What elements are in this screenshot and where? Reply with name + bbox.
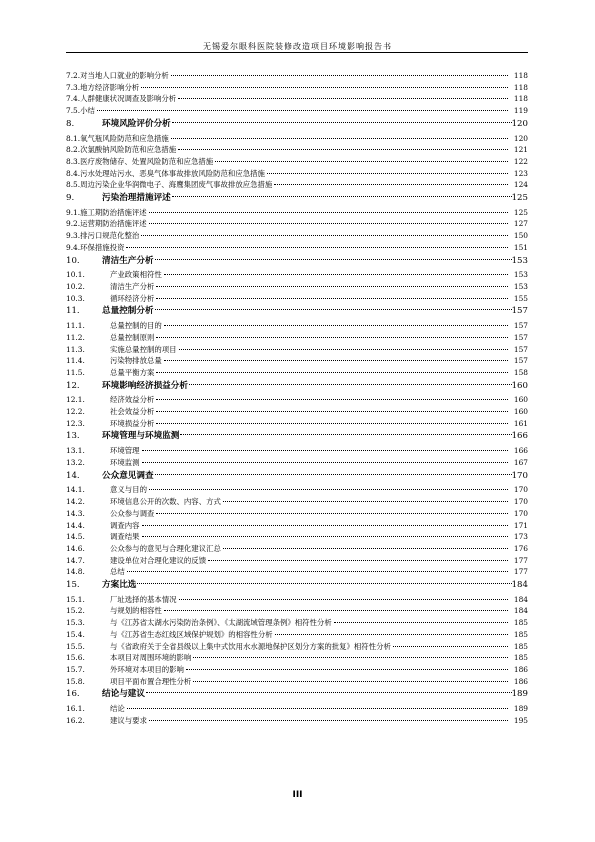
toc-entry-number: 15.5. xyxy=(66,641,85,651)
toc-entry-title: 医疗废物储存、处置风险防范和应急措施 xyxy=(80,156,214,166)
dot-leader xyxy=(155,303,512,310)
toc-chapter-entry[interactable] xyxy=(66,687,528,703)
toc-entry-page: 118 xyxy=(513,71,528,80)
toc-entry-number: 7.2. xyxy=(66,71,81,80)
toc-entry-title: 循环经济分析 xyxy=(110,293,155,303)
toc-entry-title: 结论 xyxy=(110,704,125,714)
toc-entry-page: 157 xyxy=(513,344,528,354)
toc-entry-title: 公众参与的意见与合理化建议汇总 xyxy=(110,543,221,553)
toc-entry-title: 项目平面布置合理性分析 xyxy=(110,676,192,686)
toc-entry-page: 171 xyxy=(513,520,528,530)
dot-leader xyxy=(149,483,508,490)
toc-entry-number: 14.8. xyxy=(66,567,85,577)
toc-entry-title: 环境影响经济损益分析 xyxy=(102,380,188,391)
dot-leader xyxy=(156,507,508,514)
toc-entry-title: 小结 xyxy=(80,106,95,116)
toc-entry-number: 11.4. xyxy=(66,356,85,366)
toc-entry-title: 实施总量控制的项目 xyxy=(110,344,177,354)
toc-entry-page: 184 xyxy=(511,579,528,590)
toc-entry-title: 运营期防治措施评述 xyxy=(80,219,147,229)
toc-entry-number: 7.5. xyxy=(66,106,81,116)
toc-entry-page: 151 xyxy=(513,242,528,252)
toc-entry-number: 14.7. xyxy=(66,555,85,565)
toc-entry-page: 123 xyxy=(513,168,528,178)
toc-entry-number: 15.3. xyxy=(66,618,85,628)
dot-leader xyxy=(171,69,508,76)
dot-leader xyxy=(142,456,508,463)
toc-entry-number: 15.7. xyxy=(66,664,85,674)
toc-chapter-entry[interactable] xyxy=(66,191,528,207)
toc-entry-page: 195 xyxy=(513,715,528,725)
toc-entry-page: 170 xyxy=(511,470,528,481)
toc-entry-number: 8.5. xyxy=(66,180,81,190)
toc-entry-page: 170 xyxy=(513,497,528,507)
toc-entry-number: 16. xyxy=(66,689,80,700)
toc-entry-page: 184 xyxy=(513,606,528,616)
toc-entry-page: 167 xyxy=(513,457,528,467)
dot-leader xyxy=(267,167,508,174)
toc-entry-number: 14.5. xyxy=(66,532,85,542)
dot-leader xyxy=(193,651,508,658)
toc-entry-page: 153 xyxy=(511,255,528,266)
toc-entry-number: 12.3. xyxy=(66,418,85,428)
dot-leader xyxy=(97,104,508,111)
toc-entry-title: 环境监测 xyxy=(110,457,140,467)
toc-entry-page: 120 xyxy=(511,118,528,129)
dot-leader xyxy=(179,593,508,600)
toc-entry-title: 次氯酸钠风险防范和应急措施 xyxy=(80,145,177,155)
toc-entry-number: 10.2. xyxy=(66,282,85,292)
toc-entry-page: 150 xyxy=(513,231,528,241)
dot-leader xyxy=(172,116,512,123)
page-number: III xyxy=(292,790,303,800)
toc-entry-number: 9.3. xyxy=(66,231,81,241)
toc-entry-title: 意义与目的 xyxy=(110,485,147,495)
toc-entry-number: 12. xyxy=(66,380,80,391)
dot-leader xyxy=(275,628,508,635)
toc-entry-title: 厂址选择的基本情况 xyxy=(110,594,177,604)
toc-chapter-entry[interactable] xyxy=(66,254,528,270)
toc-entry-number: 15.4. xyxy=(66,629,85,639)
toc-entry-page: 161 xyxy=(513,418,528,428)
toc-entry-page: 119 xyxy=(513,106,528,116)
dot-leader xyxy=(156,292,508,299)
toc-entry-title: 排污口规范化整治 xyxy=(80,231,140,241)
dot-leader xyxy=(274,178,508,185)
toc-entry-number: 13.1. xyxy=(66,446,85,456)
toc-entry-title: 环境信息公开的次数、内容、方式 xyxy=(110,497,221,507)
toc-entry-number: 11.1. xyxy=(66,321,85,331)
toc-entry-title: 外环境对本项目的影响 xyxy=(110,664,184,674)
toc-entry-number: 15. xyxy=(66,579,80,590)
toc-entry[interactable] xyxy=(66,715,528,727)
toc-entry-number: 16.1. xyxy=(66,704,85,714)
toc-entry-title: 地方经济影响分析 xyxy=(80,82,140,92)
toc-entry-number: 9.1. xyxy=(66,207,81,217)
toc-entry-title: 周边污染企业华润微电子、海鹰集团废气事故排放应急措施 xyxy=(80,180,273,190)
dot-leader xyxy=(146,686,512,693)
toc-entry-page: 186 xyxy=(513,664,528,674)
dot-leader xyxy=(127,702,508,709)
toc-entry-title: 建议与要求 xyxy=(110,715,147,725)
toc-entry-title: 与规划的相容性 xyxy=(110,606,162,616)
toc-entry-title: 环境管理 xyxy=(110,446,140,456)
toc-entry-title: 污染物排放总量 xyxy=(110,356,162,366)
dot-leader xyxy=(156,405,508,412)
toc-entry-number: 8.3. xyxy=(66,156,81,166)
dot-leader xyxy=(142,530,508,537)
dot-leader xyxy=(141,229,508,236)
toc-entry-title: 施工期防治措施评述 xyxy=(80,207,147,217)
toc-entry-number: 13. xyxy=(66,431,80,442)
toc-entry-title: 产业政策相符性 xyxy=(110,270,162,280)
toc-entry-page: 158 xyxy=(513,367,528,377)
toc-entry-page: 185 xyxy=(513,653,528,663)
toc-entry-title: 与《江苏省生态红线区域保护规划》的相容性分析 xyxy=(110,629,273,639)
toc-entry-page: 160 xyxy=(511,380,528,391)
toc-entry-number: 8. xyxy=(66,118,75,129)
toc-entry-page: 160 xyxy=(513,407,528,417)
toc-entry-title: 建设单位对合理化建议的反馈 xyxy=(110,555,207,565)
table-of-contents xyxy=(66,70,528,726)
toc-entry-number: 8.2. xyxy=(66,145,81,155)
toc-entry-page: 176 xyxy=(513,543,528,553)
toc-entry-number: 9.2. xyxy=(66,219,81,229)
toc-entry-title: 总量控制的目的 xyxy=(110,321,162,331)
toc-entry-page: 170 xyxy=(513,508,528,518)
dot-leader xyxy=(164,354,508,361)
dot-leader xyxy=(164,604,508,611)
toc-entry-number: 13.2. xyxy=(66,457,85,467)
toc-entry-page: 189 xyxy=(511,689,528,700)
dot-leader xyxy=(171,132,508,139)
dot-leader xyxy=(186,663,508,670)
dot-leader xyxy=(393,640,508,647)
toc-entry-page: 170 xyxy=(513,485,528,495)
dot-leader xyxy=(126,241,508,248)
toc-entry-page: 177 xyxy=(513,567,528,577)
dot-leader xyxy=(156,393,508,400)
dot-leader xyxy=(223,495,508,502)
toc-entry-page: 160 xyxy=(513,395,528,405)
toc-chapter-entry[interactable] xyxy=(66,304,528,320)
toc-entry-title: 总量控制原则 xyxy=(110,332,155,342)
toc-entry-title: 总量控制分析 xyxy=(102,306,154,317)
dot-leader xyxy=(172,190,512,197)
toc-entry-number: 16.2. xyxy=(66,715,85,725)
toc-entry-page: 122 xyxy=(513,156,528,166)
dot-leader xyxy=(223,542,508,549)
toc-entry-title: 结论与建议 xyxy=(102,689,145,700)
toc-entry-title: 污染治理措施评述 xyxy=(102,192,171,203)
toc-entry-title: 调查内容 xyxy=(110,520,140,530)
dot-leader xyxy=(189,378,512,385)
toc-entry-page: 186 xyxy=(513,676,528,686)
toc-entry-page: 127 xyxy=(513,219,528,229)
toc-entry-page: 157 xyxy=(513,321,528,331)
dot-leader xyxy=(164,268,508,275)
toc-entry-page: 166 xyxy=(511,431,528,442)
toc-entry-page: 189 xyxy=(513,704,528,714)
dot-leader xyxy=(149,714,508,721)
toc-entry-number: 15.2. xyxy=(66,606,85,616)
dot-leader xyxy=(179,343,508,350)
toc-entry-page: 157 xyxy=(511,306,528,317)
dot-leader xyxy=(156,366,508,373)
dot-leader xyxy=(180,428,511,435)
toc-entry-number: 11. xyxy=(66,306,80,317)
toc-entry-number: 10.1. xyxy=(66,270,85,280)
toc-entry-page: 185 xyxy=(513,618,528,628)
toc-entry-page: 124 xyxy=(513,180,528,190)
toc-entry-title: 调查结果 xyxy=(110,532,140,542)
toc-entry-title: 公众意见调查 xyxy=(102,470,154,481)
dot-leader xyxy=(156,417,508,424)
dot-leader xyxy=(137,577,511,584)
toc-chapter-entry[interactable] xyxy=(66,469,528,485)
dot-leader xyxy=(155,253,512,260)
toc-chapter-entry[interactable] xyxy=(66,117,528,133)
toc-entry-number: 14. xyxy=(66,470,80,481)
toc-entry-page: 185 xyxy=(513,629,528,639)
dot-leader xyxy=(141,81,508,88)
toc-entry-number: 14.2. xyxy=(66,497,85,507)
toc-entry-title: 环保措施投资 xyxy=(80,242,125,252)
toc-entry-title: 清洁生产分析 xyxy=(102,255,154,266)
dot-leader xyxy=(164,319,508,326)
dot-leader xyxy=(156,331,508,338)
dot-leader xyxy=(149,206,508,213)
toc-entry-page: 173 xyxy=(513,532,528,542)
header-rule xyxy=(66,52,528,53)
toc-entry-title: 对当地人口就业的影响分析 xyxy=(80,71,169,80)
running-header: 无锡爱尔眼科医院装修改造项目环境影响报告书 xyxy=(203,42,392,51)
toc-entry-page: 177 xyxy=(513,555,528,565)
dot-leader xyxy=(142,519,508,526)
toc-entry-page: 125 xyxy=(513,207,528,217)
toc-entry-page: 155 xyxy=(513,293,528,303)
toc-entry-number: 14.4. xyxy=(66,520,85,530)
toc-entry-title: 环境管理与环境监测 xyxy=(102,431,180,442)
toc-entry-page: 120 xyxy=(513,133,528,143)
toc-entry-number: 14.1. xyxy=(66,485,85,495)
toc-entry-page: 153 xyxy=(513,282,528,292)
toc-entry-page: 157 xyxy=(513,332,528,342)
toc-entry-title: 总结 xyxy=(110,567,125,577)
toc-entry-page: 121 xyxy=(513,145,528,155)
toc-entry-page: 153 xyxy=(513,270,528,280)
toc-entry-number: 15.8. xyxy=(66,676,85,686)
toc-entry-title: 经济效益分析 xyxy=(110,395,155,405)
toc-entry-title: 本项目对周围环境的影响 xyxy=(110,653,192,663)
toc-entry-number: 11.2. xyxy=(66,332,85,342)
toc-entry-title: 环境损益分析 xyxy=(110,418,155,428)
toc-entry-page: 118 xyxy=(513,82,528,92)
toc-entry-title: 总量平衡方案 xyxy=(110,367,155,377)
dot-leader xyxy=(208,554,508,561)
dot-leader xyxy=(155,468,512,475)
toc-entry-number: 9.4. xyxy=(66,242,81,252)
dot-leader xyxy=(149,217,508,224)
toc-entry-number: 11.3. xyxy=(66,344,85,354)
toc-entry-title: 污水处理站污水、恶臭气体事故排放风险防范和应急措施 xyxy=(80,168,265,178)
toc-entry-number: 8.4. xyxy=(66,168,81,178)
toc-chapter-entry[interactable] xyxy=(66,379,528,395)
dot-leader xyxy=(142,444,508,451)
dot-leader xyxy=(178,92,508,99)
toc-entry-number: 10. xyxy=(66,255,80,266)
toc-entry-number: 15.1. xyxy=(66,594,85,604)
dot-leader xyxy=(215,155,508,162)
toc-entry-number: 11.5. xyxy=(66,367,85,377)
dot-leader xyxy=(193,675,508,682)
toc-entry-number: 15.6. xyxy=(66,653,85,663)
toc-entry-number: 7.3. xyxy=(66,82,81,92)
toc-entry-number: 12.1. xyxy=(66,395,85,405)
toc-entry-number: 14.3. xyxy=(66,508,85,518)
toc-entry-title: 环境风险评价分析 xyxy=(102,118,171,129)
toc-entry-title: 与《江苏省太湖水污染防治条例》、《太湖流域管理条例》相符性分析 xyxy=(110,618,332,628)
toc-entry-title: 氧气瓶风险防范和应急措施 xyxy=(80,133,169,143)
toc-entry-page: 125 xyxy=(511,192,528,203)
toc-entry-number: 8.1. xyxy=(66,133,81,143)
toc-entry-number: 7.4. xyxy=(66,94,81,104)
toc-chapter-entry[interactable] xyxy=(66,429,528,445)
toc-entry-number: 10.3. xyxy=(66,293,85,303)
toc-entry-number: 14.6. xyxy=(66,543,85,553)
toc-entry-title: 清洁生产分析 xyxy=(110,282,155,292)
toc-entry-title: 方案比选 xyxy=(102,579,137,590)
toc-entry-page: 185 xyxy=(513,641,528,651)
dot-leader xyxy=(127,565,508,572)
dot-leader xyxy=(178,143,508,150)
dot-leader xyxy=(156,280,508,287)
toc-entry-title: 人群健康状况调查及影响分析 xyxy=(80,94,177,104)
toc-entry-title: 公众参与调查 xyxy=(110,508,155,518)
dot-leader xyxy=(334,616,508,623)
toc-entry-number: 12.2. xyxy=(66,407,85,417)
toc-entry-title: 社会效益分析 xyxy=(110,407,155,417)
toc-entry-page: 118 xyxy=(513,94,528,104)
toc-entry-page: 166 xyxy=(513,446,528,456)
toc-entry-number: 9. xyxy=(66,192,75,203)
toc-entry-page: 157 xyxy=(513,356,528,366)
toc-entry-title: 与《省政府关于全省县级以上集中式饮用水水源地保护区划分方案的批复》相符性分析 xyxy=(110,641,391,651)
toc-entry-page: 184 xyxy=(513,594,528,604)
toc-chapter-entry[interactable] xyxy=(66,578,528,594)
